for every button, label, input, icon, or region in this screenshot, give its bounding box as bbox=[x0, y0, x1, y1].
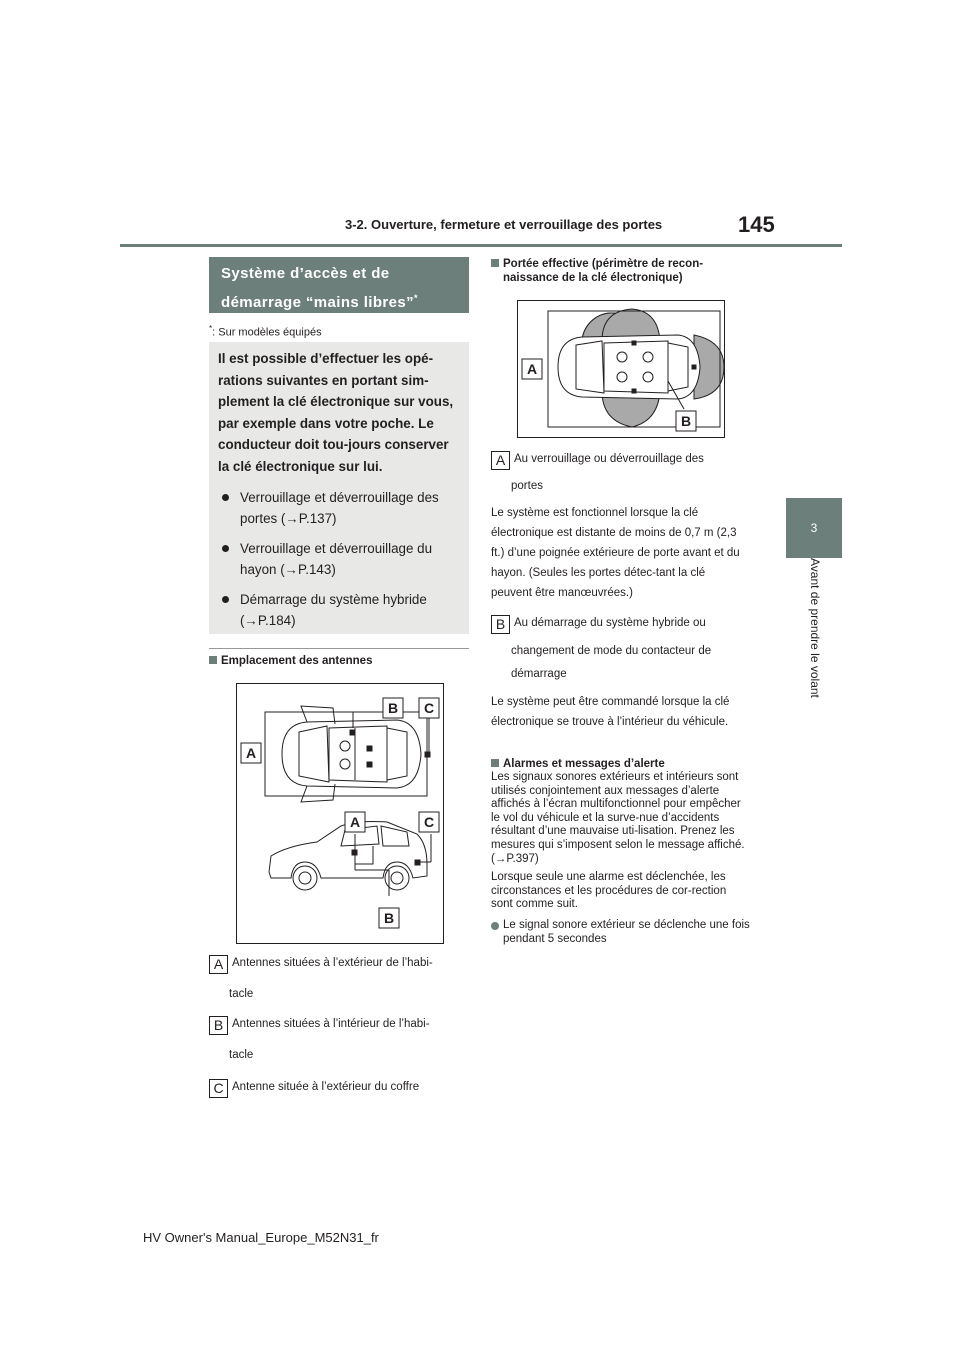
legend-text: tacle bbox=[229, 1049, 254, 1061]
paragraph: Les signaux sonores extérieurs et intérieurs sont utilisés conjointement aux messages d’alerte affichés à l’écran multifonctionnel pour empêcher le vol du véhicule et la surve-nue d’accidents résultant d’une mauvaise uti-lisation. Prenez les mesures qui s’imposent selon le message affiché. (→P.397) bbox=[491, 771, 745, 865]
legend-text: Au verrouillage ou déverrouillage des bbox=[514, 453, 704, 465]
heading-line-2: démarrage “mains libres” bbox=[221, 294, 415, 311]
legend-text: Antenne située à l’extérieur du coffre bbox=[232, 1081, 420, 1093]
figure-label: A bbox=[349, 814, 361, 830]
divider bbox=[209, 648, 469, 649]
legend-text: Antennes situées à l’intérieur de l’habi- bbox=[232, 1018, 430, 1030]
range-diagram bbox=[518, 301, 724, 437]
alarm-section bbox=[491, 758, 751, 946]
header-rule bbox=[120, 244, 842, 247]
figure-label: B bbox=[387, 700, 399, 716]
antenna-legend bbox=[209, 953, 471, 1098]
range-heading: Portée effective (périmètre de recon-naissance de la clé électronique) bbox=[491, 257, 753, 285]
footnote bbox=[209, 324, 322, 339]
legend-text: tacle bbox=[229, 988, 254, 1000]
legend-text: portes bbox=[511, 480, 543, 492]
figure-label: C bbox=[423, 814, 435, 830]
footer-text: HV Owner's Manual_Europe_M52N31_fr bbox=[143, 1230, 379, 1245]
range-legend bbox=[491, 449, 746, 732]
list-item: Verrouillage et déverrouillage du hayon (→P.143) bbox=[218, 538, 461, 580]
antenna-diagram bbox=[237, 684, 443, 943]
paragraph: Lorsque seule une alarme est déclenchée, les circonstances et les procédures de cor-rection sont comme suit. bbox=[491, 871, 727, 911]
legend-text: Antennes situées à l’extérieur de l’habi- bbox=[232, 957, 433, 969]
legend-text: Au démarrage du système hybride ou bbox=[514, 617, 706, 629]
legend-text: changement de mode du contacteur de bbox=[511, 645, 712, 657]
car-top-view-range bbox=[558, 335, 700, 399]
range-figure bbox=[517, 300, 725, 438]
list-item: Le signal sonore extérieur se déclenche une fois pendant 5 secondes bbox=[491, 919, 751, 946]
heading-line-1: Système d’accès et de bbox=[221, 265, 390, 282]
paragraph: Le système est fonctionnel lorsque la clé électronique est distante de moins de 0,7 m (2,3 ft.) d’une poignée extérieure de porte avant et du hayon. (Seules les portes détec-tant la clé peuvent être manœuvrées.) bbox=[491, 507, 740, 599]
page-number: 145 bbox=[738, 212, 775, 237]
section-title: 3-2. Ouverture, fermeture et verrouillage des portes bbox=[345, 217, 663, 232]
footnote-text: : Sur modèles équipés bbox=[212, 326, 322, 339]
section-heading bbox=[209, 257, 469, 313]
legend-letter: B bbox=[209, 1016, 228, 1035]
chapter-label bbox=[786, 558, 842, 738]
figure-label: B bbox=[383, 910, 395, 926]
legend-letter: C bbox=[209, 1079, 228, 1098]
alarm-heading: Alarmes et messages d’alerte bbox=[491, 758, 751, 770]
intro-text: Il est possible d’effectuer les opé-rations suivantes en portant sim-plement la clé électronique sur vous, par exemple dans votre poche. Le conducteur doit tou-jours conserver la clé électronique sur lui. bbox=[218, 351, 454, 474]
figure-label: A bbox=[245, 745, 257, 761]
figure-label: B bbox=[680, 413, 692, 429]
legend-letter: A bbox=[491, 451, 510, 470]
list-item: Démarrage du système hybride (→P.184) bbox=[218, 589, 461, 631]
antenna-figure bbox=[236, 683, 444, 944]
legend-text: démarrage bbox=[511, 668, 567, 680]
figure-label: A bbox=[526, 361, 538, 377]
antenna-heading: Emplacement des antennes bbox=[209, 655, 372, 667]
feature-list bbox=[218, 487, 461, 631]
list-item: Verrouillage et déverrouillage des portes (→P.137) bbox=[218, 487, 461, 529]
chapter-tab bbox=[786, 498, 842, 558]
legend-letter: A bbox=[209, 955, 228, 974]
car-top-view bbox=[265, 706, 427, 802]
chapter-number: 3 bbox=[810, 521, 818, 535]
chapter-title: Avant de prendre le volant bbox=[808, 558, 822, 698]
intro-box bbox=[209, 342, 469, 634]
footnote-mark: * bbox=[209, 324, 213, 333]
figure-label: C bbox=[423, 700, 435, 716]
heading-asterisk: * bbox=[414, 293, 418, 303]
paragraph: Le système peut être commandé lorsque la clé électronique se trouve à l’intérieur du véhicule. bbox=[491, 696, 730, 728]
legend-letter: B bbox=[491, 615, 510, 634]
